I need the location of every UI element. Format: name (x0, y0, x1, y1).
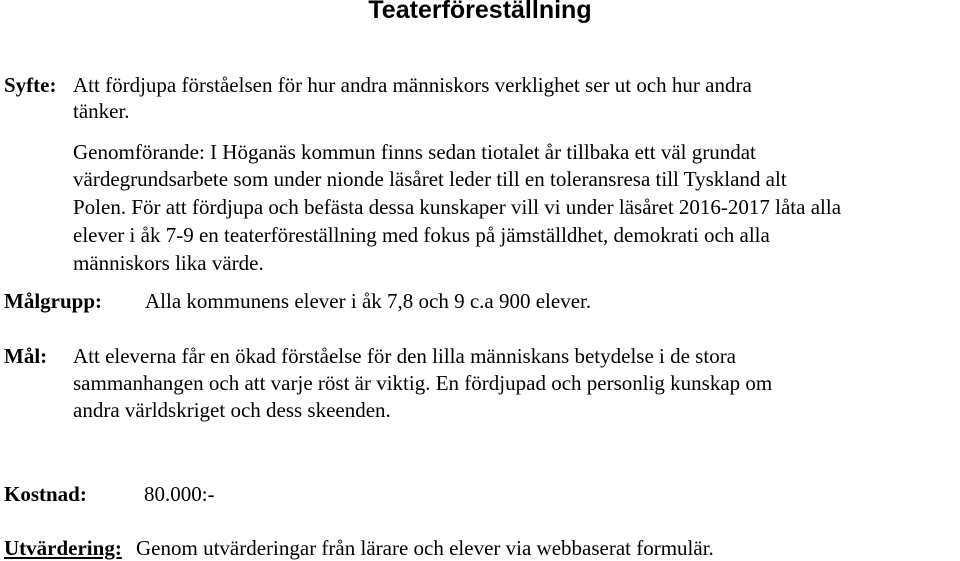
mal-text-line-1: Att eleverna får en ökad förståelse för den lilla människans betydelse i de stora (73, 344, 737, 368)
genomforande-line-5: människors lika värde. (73, 251, 264, 275)
genomforande-line-4: elever i åk 7-9 en teaterföreställning med fokus på jämställdhet, demokrati och alla (73, 223, 770, 247)
genomforande-line-1: Genomförande: I Höganäs kommun finns sedan tiotalet år tillbaka ett väl grundat (73, 140, 756, 164)
syfte-text-line-1: Att fördjupa förståelsen för hur andra människors verklighet ser ut och hur andra (73, 73, 752, 97)
page-title: Teaterföreställning (368, 0, 592, 24)
kostnad-value: 80.000:- (144, 482, 215, 506)
kostnad-label: Kostnad: (4, 482, 87, 506)
mal-text-line-3: andra världskriget och dess skeenden. (73, 398, 391, 422)
utvardering-label: Utvärdering: (4, 536, 122, 560)
utvardering-text: Genom utvärderingar från lärare och elever via webbaserat formulär. (136, 536, 714, 560)
syfte-text-line-2: tänker. (73, 99, 130, 123)
malgrupp-label: Målgrupp: (4, 289, 103, 313)
syfte-label: Syfte: (4, 73, 57, 97)
genomforande-line-3: Polen. För att fördjupa och befästa dessa kunskaper vill vi under läsåret 2016-2017 låta alla (73, 195, 842, 219)
genomforande-line-2: värdegrundsarbete som under nionde läsåret leder till en toleransresa till Tyskland alt (73, 167, 787, 191)
mal-text-line-2: sammanhangen och att varje röst är viktig. En fördjupad och personlig kunskap om (73, 371, 773, 395)
malgrupp-text: Alla kommunens elever i åk 7,8 och 9 c.a 900 elever. (145, 289, 592, 313)
mal-label: Mål: (4, 344, 48, 368)
